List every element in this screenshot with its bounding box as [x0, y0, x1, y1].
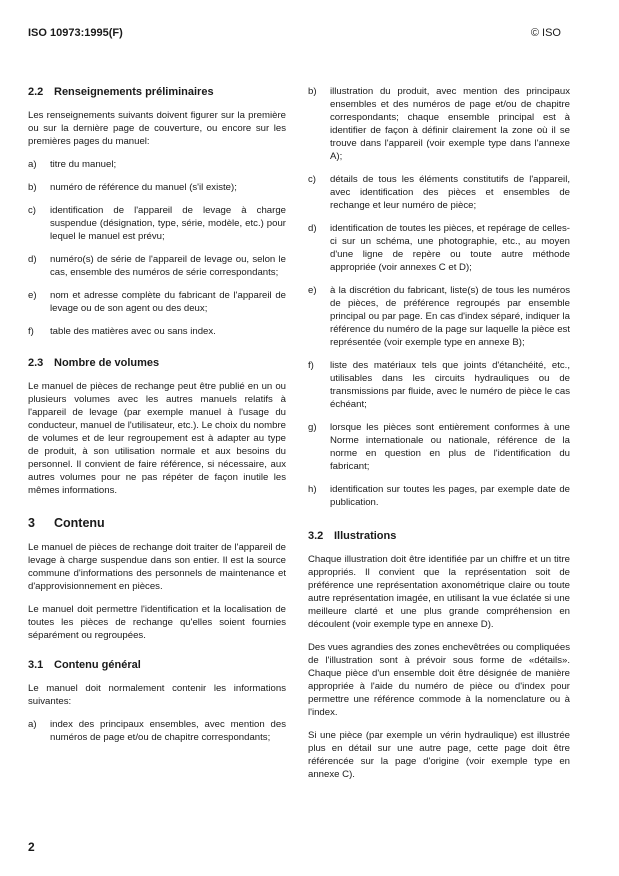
paragraph: Le manuel doit normalement contenir les informations suivantes:	[28, 683, 286, 707]
left-column	[28, 85, 286, 744]
section-heading-3: 3 Contenu	[28, 516, 105, 530]
list-item: f) liste des matériaux tels que joints d'étanchéité, etc., utilisables dans les circuits hydrauliques ou de transmissions par fluide, avec le numéro de pièce le cas échéant;	[308, 360, 570, 410]
list-item: d) numéro(s) de série de l'appareil de levage ou, selon le cas, ensemble des numéros de série correspondants;	[28, 254, 286, 278]
list-item: c) détails de tous les éléments constitutifs de l'appareil, avec identification des pièces et ensembles de rechange et leur numéro de pièce;	[308, 174, 570, 211]
list-item: f) table des matières avec ou sans index.	[28, 326, 216, 337]
list-item: b) numéro de référence du manuel (s'il existe);	[28, 182, 237, 193]
paragraph: Le manuel de pièces de rechange peut être publié en un ou plusieurs volumes avec les autres manuels relatifs à l'appareil de levage (par exemple manuel à l'usage du conducteur, manuel de l'utilisateur, etc.). Le choix du nombre de volumes et de leur regroupement est à adapter au type de produit, à son utilisation normale et aux besoins du personnel. Il convient de faire référence, si nécessaire, aux autres volumes pour ne pas répéter de façon inutile les mêmes informations.	[28, 381, 286, 496]
list-item: d) identification de toutes les pièces, et repérage de celles-ci sur un schéma, une photographie, etc., au moyen d'une ligne de repère ou toute autre méthode appropriée (voir annexes C et D);	[308, 223, 570, 273]
list-item: e) à la discrétion du fabricant, liste(s) de tous les numéros de pièces, de préférence regroupés par ensemble principal ou par page. En cas d'index séparé, indiquer la référence du numéro de la page sur laquelle la pièce est représentée (voir exemple type en annexe B);	[308, 285, 570, 348]
page-number: 2	[28, 840, 35, 854]
paragraph: Le manuel doit permettre l'identification et la localisation de toutes les pièces de rechange qu'elles soient fournies séparément ou regroupées.	[28, 604, 286, 641]
list-item: a) titre du manuel;	[28, 159, 117, 170]
list-item: a) index des principaux ensembles, avec mention des numéros de page et/ou de chapitre correspondants;	[28, 719, 286, 743]
section-heading-3-1: 3.1 Contenu général	[28, 659, 141, 671]
paragraph: Le manuel de pièces de rechange doit traiter de l'appareil de levage à charge suspendue dans son entier. Il est la source commune d'informations des personnels de maintenance et d'approvisionnement en pièces.	[28, 542, 286, 592]
right-column	[308, 85, 570, 781]
paragraph: Des vues agrandies des zones enchevêtrées ou compliquées de l'illustration sont à prévoir sous forme de «détails». Chaque pièce d'un ensemble doit être désignée de manière appropriée à l'aide du numéro de pièce ou d'index pour permettre une référence commode à la nomenclature ou à l'index.	[308, 642, 570, 718]
paragraph: Les renseignements suivants doivent figurer sur la première ou sur la dernière page de couverture, ou encore sur les premières pages du manuel:	[28, 110, 286, 147]
section-heading-2-3: 2.3 Nombre de volumes	[28, 357, 160, 369]
list-item: b) illustration du produit, avec mention des principaux ensembles et des numéros de page et/ou de chapitre correspondants; chaque ensemble principal est à identifier de façon à définir clairement la zone où il se trouve dans l'appareil (voir exemple type dans l'annexe A);	[308, 86, 570, 162]
list-item: h) identification sur toutes les pages, par exemple date de publication.	[308, 484, 570, 508]
section-heading-2-2: 2.2 Renseignements préliminaires	[28, 86, 214, 98]
list-item: c) identification de l'appareil de levage à charge suspendue (désignation, type, série, modèle, etc.) pour lequel le manuel est prévu;	[28, 205, 286, 242]
list-item: g) lorsque les pièces sont entièrement conformes à une Norme internationale ou nationale, référence de la norme en question en plus de l'identification du fabricant;	[308, 422, 570, 472]
section-heading-3-2: 3.2 Illustrations	[308, 530, 397, 542]
paragraph: Si une pièce (par exemple un vérin hydraulique) est illustrée plus en détail sur une autre page, cette page doit être référencée sur la page d'origine (voir exemple type en annexe C).	[308, 730, 570, 780]
header-copyright: © ISO	[530, 27, 561, 39]
list-item: e) nom et adresse complète du fabricant de l'appareil de levage ou de son agent ou des deux;	[28, 290, 286, 314]
paragraph: Chaque illustration doit être identifiée par un chiffre et un titre appropriés. Il convient que la représentation soit de préférence une représentation axonométrique claire ou toute autre représentation imagée, en utilisant la vue éclatée si une meilleure clarté et une plus grande compréhension en découlent (voir exemple type en annexe D).	[308, 554, 570, 630]
header-standard-number: ISO 10973:1995(F)	[28, 27, 123, 39]
